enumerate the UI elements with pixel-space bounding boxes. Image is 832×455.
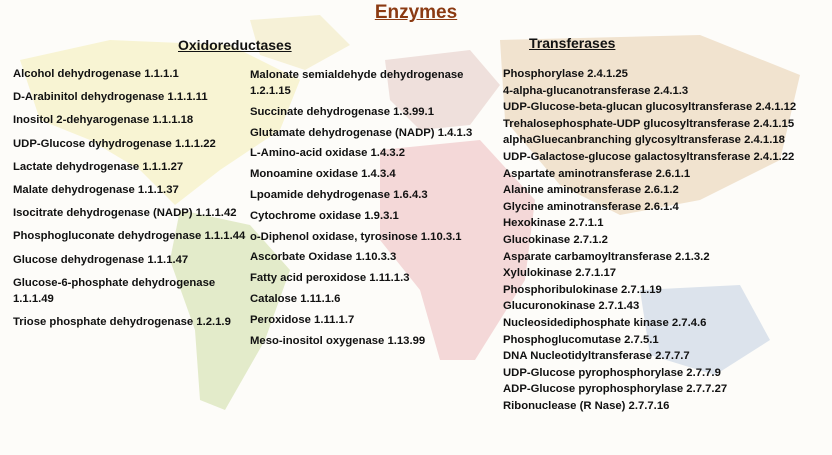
enzyme-item: Glucose-6-phosphate dehydrogenase 1.1.1.49: [13, 276, 216, 305]
enzyme-item: alphaGluecanbranching glycosyltransferase 2.4.1.18: [503, 134, 785, 147]
oxidoreductases-list-1: [13, 66, 249, 337]
enzyme-item: Phosphoglucomutase 2.7.5.1: [503, 333, 659, 346]
enzyme-item: Alcohol dehydrogenase 1.1.1.1: [13, 68, 179, 80]
transferases-list: [503, 66, 823, 414]
enzyme-item: ADP-Glucose pyrophosphorylase 2.7.7.27: [503, 383, 728, 396]
enzyme-item: Phosphorylase 2.4.1.25: [503, 68, 628, 80]
enzyme-item: Cytochrome oxidase 1.9.3.1: [250, 209, 399, 222]
enzyme-item: Catalose 1.11.1.6: [250, 292, 341, 305]
enzyme-item: Ascorbate Oxidase 1.10.3.3: [250, 251, 397, 264]
enzyme-item: Glucuronokinase 2.7.1.43: [503, 300, 640, 313]
enzyme-item: Nucleosidediphosphate kinase 2.7.4.6: [503, 316, 707, 329]
enzyme-item: Fatty acid peroxidose 1.11.1.3: [250, 272, 410, 285]
enzyme-item: 4-alpha-glucanotransferase 2.4.1.3: [503, 84, 689, 97]
enzyme-item: Meso-inositol oxygenase 1.13.99: [250, 334, 426, 347]
enzyme-item: Lactate dehydrogenase 1.1.1.27: [13, 160, 184, 173]
transferases-heading: Transferases: [529, 35, 616, 51]
enzyme-item: Malonate semialdehyde dehydrogenase 1.2.1.15: [250, 69, 464, 97]
enzyme-item: Phosphoribulokinase 2.7.1.19: [503, 283, 662, 296]
enzyme-item: Glucose dehydrogenase 1.1.1.47: [13, 253, 189, 266]
enzyme-item: Isocitrate dehydrogenase (NADP) 1.1.1.42: [13, 207, 237, 220]
enzyme-item: Triose phosphate dehydrogenase 1.2.1.9: [13, 315, 231, 328]
page-title: Enzymes: [374, 2, 458, 23]
enzyme-item: Glutamate dehydrogenase (NADP) 1.4.1.3: [250, 126, 473, 139]
enzyme-item: UDP-Glucose-beta-glucan glucosyltransferase 2.4.1.12: [503, 101, 797, 114]
enzyme-item: Malate dehydrogenase 1.1.1.37: [13, 183, 179, 196]
enzyme-item: UDP-Glucose pyrophosphorylase 2.7.7.9: [503, 366, 721, 379]
enzyme-item: D-Arabinitol dehydrogenase 1.1.1.11: [13, 91, 208, 104]
enzyme-item: Phosphogluconate dehydrogenase 1.1.1.44: [13, 230, 246, 243]
enzyme-item: Asparate carbamoyltransferase 2.1.3.2: [503, 250, 710, 263]
enzyme-item: Monoamine oxidase 1.4.3.4: [250, 168, 396, 181]
enzyme-item: UDP-Galactose-glucose galactosyltransferase 2.4.1.22: [503, 150, 795, 163]
enzyme-item: Alanine aminotransferase 2.6.1.2: [503, 184, 679, 197]
oxidoreductases-list-2: [250, 67, 492, 353]
enzyme-item: Trehalosephosphate-UDP glucosyltransferase 2.4.1.15: [503, 117, 795, 130]
enzyme-item: Glucokinase 2.7.1.2: [503, 233, 608, 246]
enzyme-item: Succinate dehydrogenase 1.3.99.1: [250, 105, 434, 118]
enzyme-item: Lpoamide dehydrogenase 1.6.4.3: [250, 188, 428, 201]
enzyme-item: Peroxidose 1.11.1.7: [250, 313, 355, 326]
enzyme-item: Inositol 2-dehyarogenase 1.1.1.18: [13, 114, 194, 127]
enzyme-item: Xylulokinase 2.7.1.17: [503, 267, 617, 280]
enzyme-item: DNA Nucleotidyltransferase 2.7.7.7: [503, 350, 690, 363]
enzyme-item: Hexokinase 2.7.1.1: [503, 217, 604, 230]
oxidoreductases-heading: Oxidoreductases: [178, 37, 292, 53]
enzyme-item: Glycine aminotransferase 2.6.1.4: [503, 200, 679, 213]
enzyme-item: UDP-Glucose dyhydrogenase 1.1.1.22: [13, 137, 216, 150]
enzyme-item: Aspartate aminotransferase 2.6.1.1: [503, 167, 691, 180]
enzyme-item: L-Amino-acid oxidase 1.4.3.2: [250, 147, 406, 160]
enzyme-item: Ribonuclease (R Nase) 2.7.7.16: [503, 399, 670, 412]
enzyme-item: o-Diphenol oxidase, tyrosinose 1.10.3.1: [250, 230, 462, 243]
